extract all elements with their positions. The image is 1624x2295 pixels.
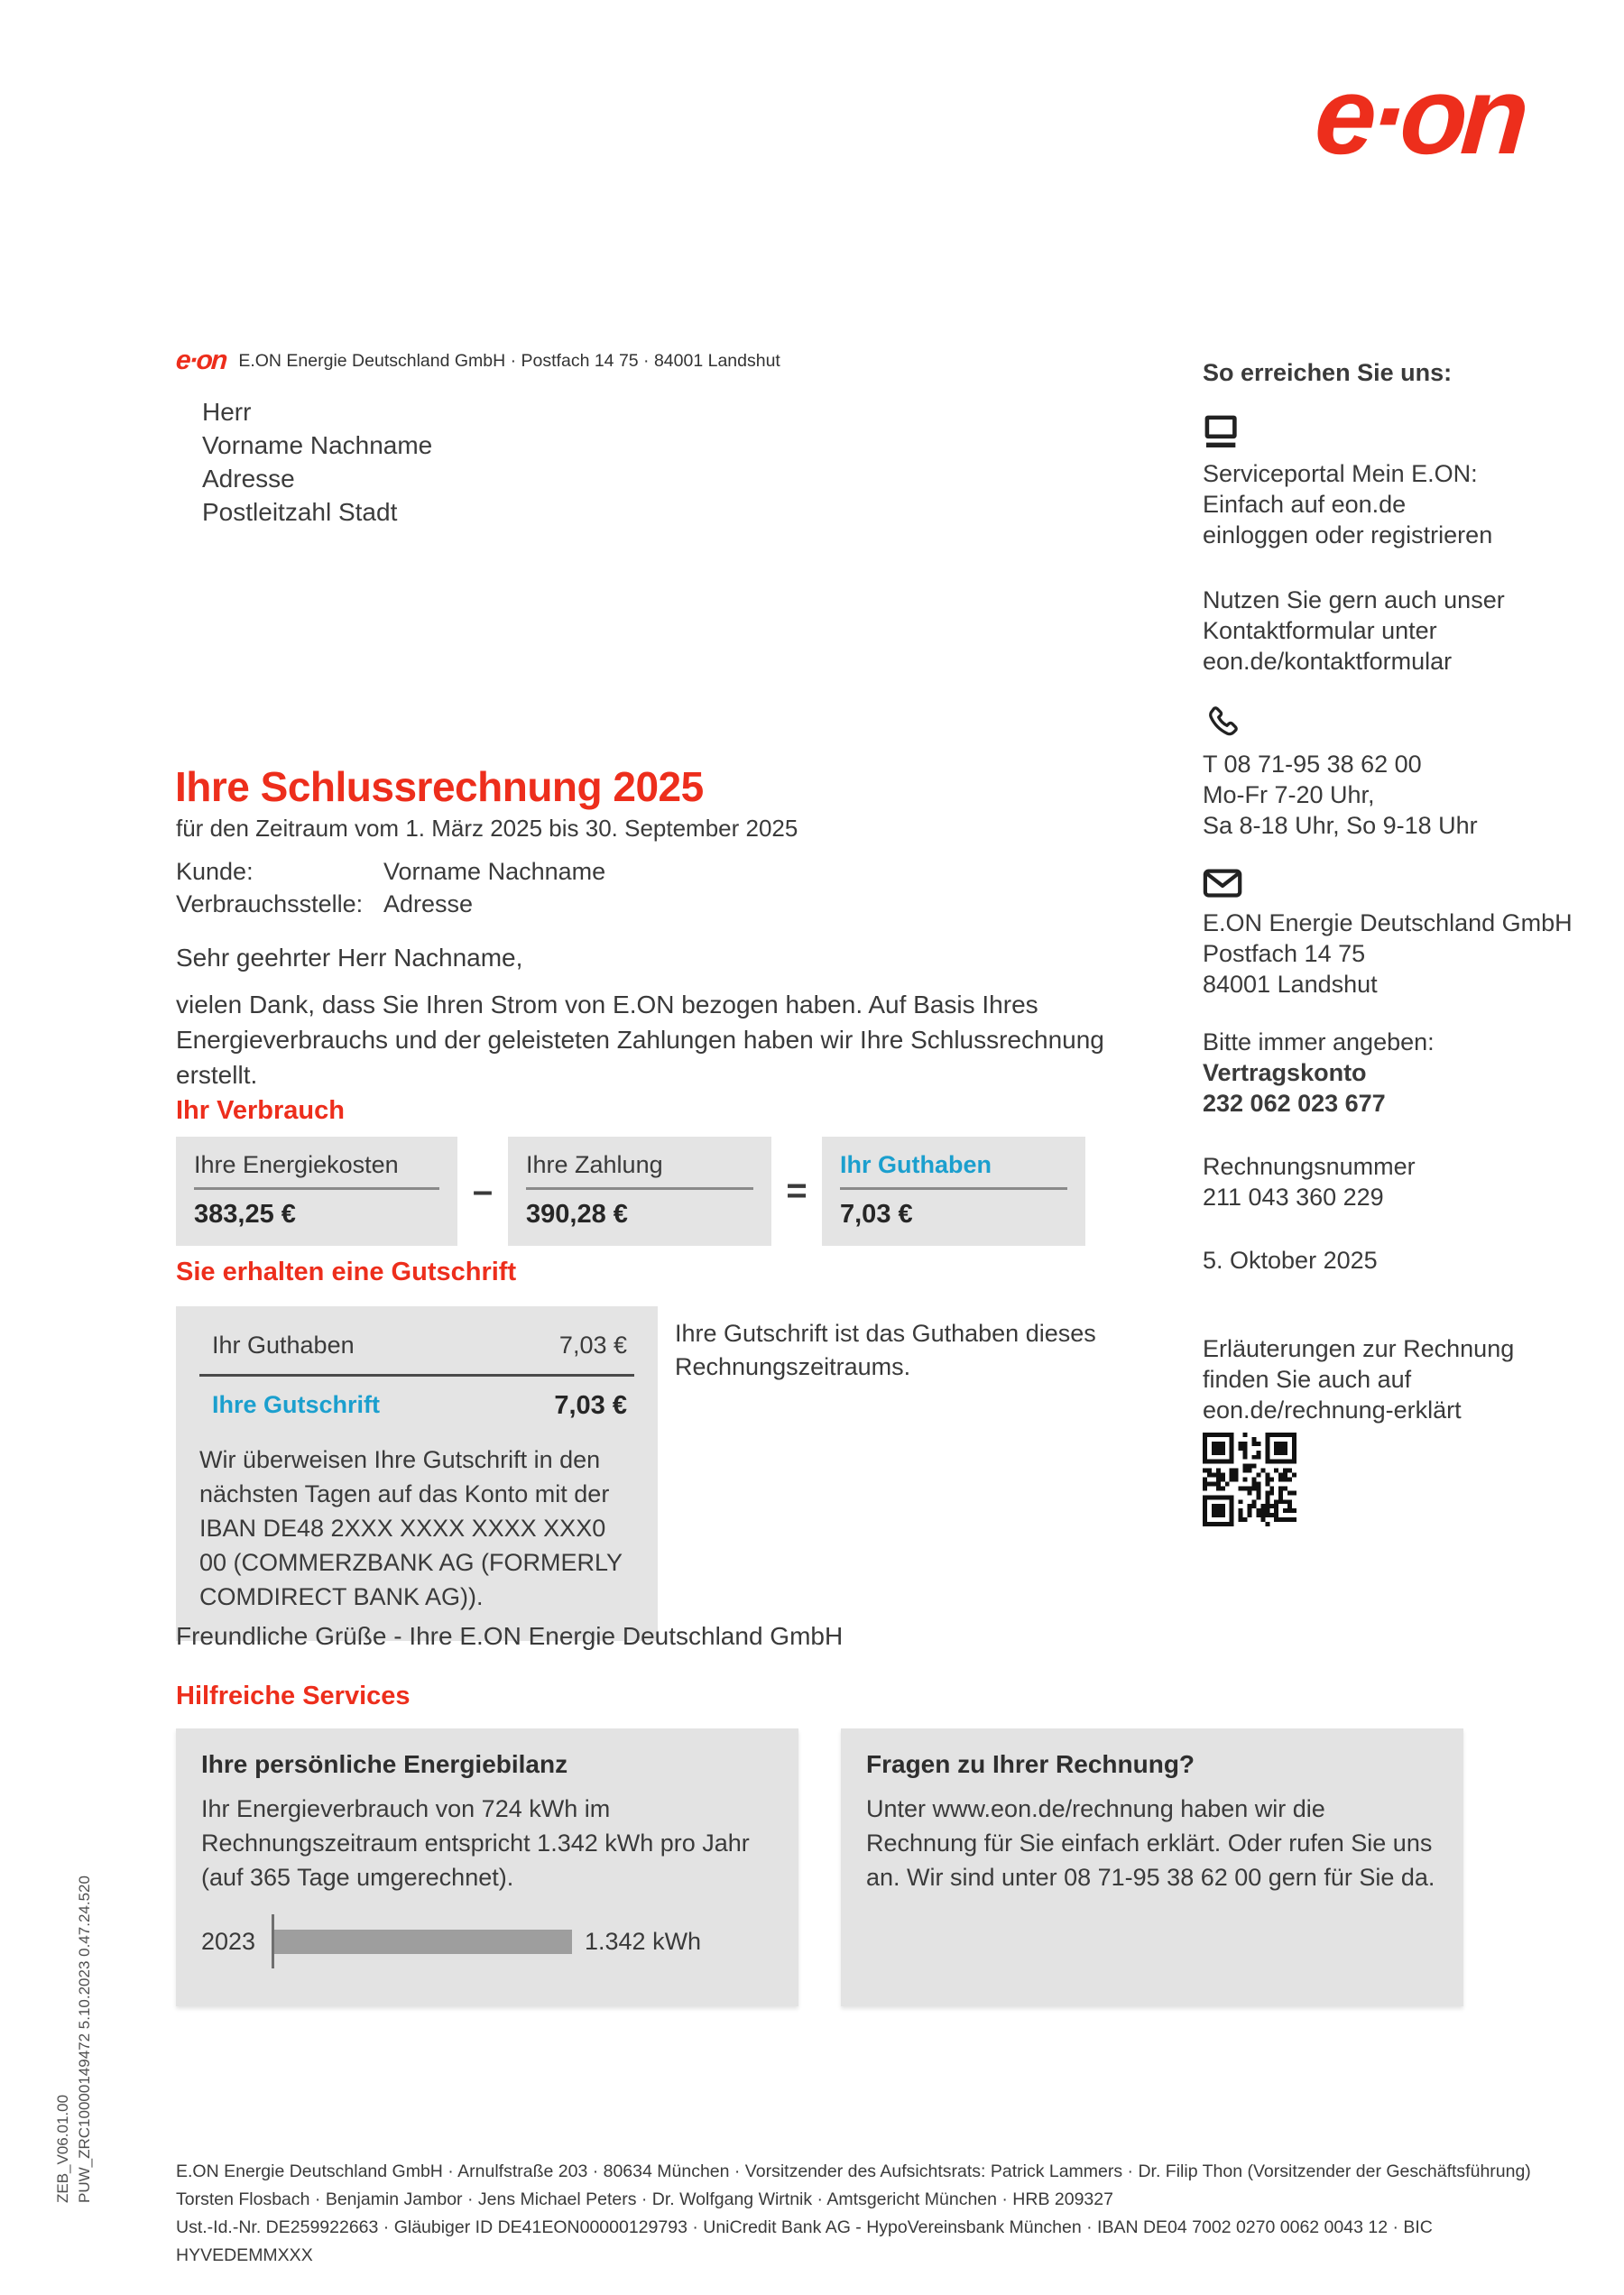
- fragen-title: Fragen zu Ihrer Rechnung?: [866, 1750, 1195, 1778]
- sender-row: [176, 346, 780, 376]
- phone-number: T 08 71-95 38 62 00: [1203, 751, 1422, 778]
- recipient-street: Adresse: [202, 465, 295, 493]
- portal-line-3: einloggen oder registrieren: [1203, 521, 1493, 548]
- energiebilanz-chart: [201, 1914, 773, 1968]
- section-heading-gutschrift: Sie erhalten eine Gutschrift: [176, 1258, 517, 1286]
- salutation: Sehr geehrter Herr Nachname,: [176, 944, 523, 972]
- footer-line-1: E.ON Energie Deutschland GmbH · Arnulfstraße 203 · 80634 München · Vorsitzender des Aufsichtsrats: Patrick Lammers · Dr. Filip Thon (Vorsitzender der Geschäftsführung): [176, 2161, 1531, 2181]
- energiekosten-box: [176, 1137, 457, 1246]
- energiebilanz-text: Ihr Energieverbrauch von 724 kWh im Rechnungszeitraum entspricht 1.342 kWh pro Jahr (auf 365 Tage umgerechnet).: [201, 1795, 750, 1891]
- postal-line-1: E.ON Energie Deutschland GmbH: [1203, 909, 1573, 936]
- section-heading-services: Hilfreiche Services: [176, 1682, 411, 1710]
- portal-line-2: Einfach auf eon.de: [1203, 491, 1407, 518]
- rechnungsnummer-label: Rechnungsnummer: [1203, 1153, 1416, 1180]
- postal-line-3: 84001 Landshut: [1203, 971, 1378, 998]
- explain-line-2: finden Sie auch auf: [1203, 1366, 1412, 1393]
- cost-calculation-row: [176, 1137, 1085, 1246]
- verbrauchsstelle-label: Verbrauchsstelle:: [176, 890, 364, 917]
- kunde-value: Vorname Nachname: [383, 858, 606, 885]
- contact-column: [1203, 357, 1582, 1534]
- phone-hours-1: Mo-Fr 7-20 Uhr,: [1203, 781, 1375, 808]
- contact-heading: So erreichen Sie uns:: [1203, 359, 1453, 386]
- envelope-icon: [1203, 868, 1582, 900]
- kunde-label: Kunde:: [176, 858, 254, 885]
- section-heading-verbrauch: Ihr Verbrauch: [176, 1096, 345, 1125]
- portal-line-1: Serviceportal Mein E.ON:: [1203, 460, 1478, 487]
- zahlung-value: 390,28 €: [526, 1200, 628, 1229]
- gut-row2-value: 7,03 €: [554, 1391, 627, 1420]
- recipient-city: Postleitzahl Stadt: [202, 498, 398, 526]
- gutschrift-row-guthaben: [199, 1332, 634, 1377]
- gutschrift-row-gutschrift: [199, 1377, 634, 1421]
- recipient-name: Vorname Nachname: [202, 431, 433, 459]
- guthaben-label: Ihr Guthaben: [840, 1151, 1067, 1190]
- footer-line-2: Torsten Flosbach · Benjamin Jambor · Jens Michael Peters · Dr. Wolfgang Wirtnik · Amtsgericht München · HRB 209327: [176, 2189, 1113, 2209]
- guthaben-box: [822, 1137, 1085, 1246]
- gutschrift-side-note: Ihre Gutschrift ist das Guthaben dieses Rechnungszeitraums.: [675, 1320, 1096, 1380]
- intro-paragraph: vielen Dank, dass Sie Ihren Strom von E.ON bezogen haben. Auf Basis Ihres Energieverbrauchs und der geleisteten Zahlungen haben wir Ihre Schlussrechnung erstellt.: [176, 991, 1104, 1089]
- postal-line-2: Postfach 14 75: [1203, 940, 1366, 967]
- laptop-icon: [1203, 415, 1582, 451]
- chart-value-label: 1.342 kWh: [585, 1927, 702, 1955]
- margin-code-line-2: PUW_ZRC10000149472 5.10.2023 0.47.24.520: [76, 1876, 93, 2203]
- form-line-3: eon.de/kontaktformular: [1203, 648, 1453, 675]
- explain-text: [1203, 1333, 1582, 1425]
- legal-footer: [176, 2158, 1565, 2270]
- gutschrift-box: [176, 1306, 658, 1641]
- phone-text: [1203, 749, 1582, 841]
- qr-code: [1203, 1433, 1582, 1534]
- page-title: Ihre Schlussrechnung 2025: [175, 763, 704, 810]
- explain-line-3: eon.de/rechnung-erklärt: [1203, 1396, 1462, 1424]
- zahlung-label: Ihre Zahlung: [526, 1151, 753, 1190]
- page-subtitle: für den Zeitraum vom 1. März 2025 bis 30. September 2025: [176, 815, 798, 842]
- margin-print-code: [52, 1876, 96, 2203]
- form-line-1: Nutzen Sie gern auch unser: [1203, 586, 1505, 613]
- minus-operator: –: [472, 1171, 494, 1211]
- fragen-box: [841, 1728, 1463, 2006]
- chart-year-label: 2023: [201, 1927, 256, 1955]
- fragen-text: Unter www.eon.de/rechnung haben wir die Rechnung für Sie einfach erklärt. Oder rufen Sie uns an. Wir sind unter 08 71-95 38 62 00 gern für Sie da.: [866, 1795, 1435, 1891]
- recipient-salutation: Herr: [202, 398, 252, 426]
- kontaktformular-text: [1203, 585, 1582, 677]
- phone-icon: [1203, 704, 1582, 742]
- gut-row1-value: 7,03 €: [558, 1332, 627, 1359]
- zahlung-box: [508, 1137, 771, 1246]
- always-note: Bitte immer angeben:: [1203, 1028, 1435, 1055]
- explain-line-1: Erläuterungen zur Rechnung: [1203, 1335, 1515, 1362]
- energiebilanz-box: [176, 1728, 798, 2006]
- equals-operator: =: [786, 1171, 807, 1211]
- invoice-date: 5. Oktober 2025: [1203, 1247, 1378, 1274]
- eon-logo: e·on: [1311, 54, 1527, 177]
- eon-logo-small: e·on: [174, 346, 227, 375]
- rechnungsnummer-value: 211 043 360 229: [1203, 1184, 1384, 1211]
- phone-hours-2: Sa 8-18 Uhr, So 9-18 Uhr: [1203, 812, 1478, 839]
- footer-line-3: Ust.-Id.-Nr. DE259922663 · Gläubiger ID DE41EON00000129793 · UniCredit Bank AG - HypoVereinsbank München · IBAN DE04 7002 0270 0062 0043 12 · BIC HYVEDEMMXXX: [176, 2217, 1433, 2265]
- recipient-address: [202, 395, 432, 529]
- vertragskonto-label: Vertragskonto: [1203, 1059, 1367, 1086]
- form-line-2: Kontaktformular unter: [1203, 617, 1437, 644]
- energiekosten-value: 383,25 €: [194, 1200, 296, 1229]
- verbrauchsstelle-value: Adresse: [383, 890, 474, 917]
- sender-address-line: E.ON Energie Deutschland GmbH · Postfach 14 75 · 84001 Landshut: [238, 350, 780, 371]
- margin-code-line-1: ZEB_V06.01.00: [54, 2094, 71, 2203]
- closing-line: Freundliche Grüße - Ihre E.ON Energie Deutschland GmbH: [176, 1622, 844, 1650]
- chart-bar-2023: [274, 1930, 572, 1954]
- customer-info: [176, 855, 605, 920]
- postal-address: [1203, 908, 1582, 1000]
- energiekosten-label: Ihre Energiekosten: [194, 1151, 439, 1190]
- vertragskonto-value: 232 062 023 677: [1203, 1090, 1386, 1117]
- gutschrift-note: Wir überweisen Ihre Gutschrift in den nächsten Tagen auf das Konto mit der IBAN DE48 2XXX XXXX XXXX XXX0 00 (COMMERZBANK AG (FORMERLY COMDIRECT BANK AG)).: [199, 1446, 623, 1610]
- gut-row1-label: Ihr Guthaben: [212, 1332, 355, 1359]
- guthaben-value: 7,03 €: [840, 1200, 913, 1229]
- serviceportal-text: [1203, 458, 1582, 550]
- energiebilanz-title: Ihre persönliche Energiebilanz: [201, 1750, 568, 1778]
- gut-row2-label: Ihre Gutschrift: [212, 1391, 381, 1418]
